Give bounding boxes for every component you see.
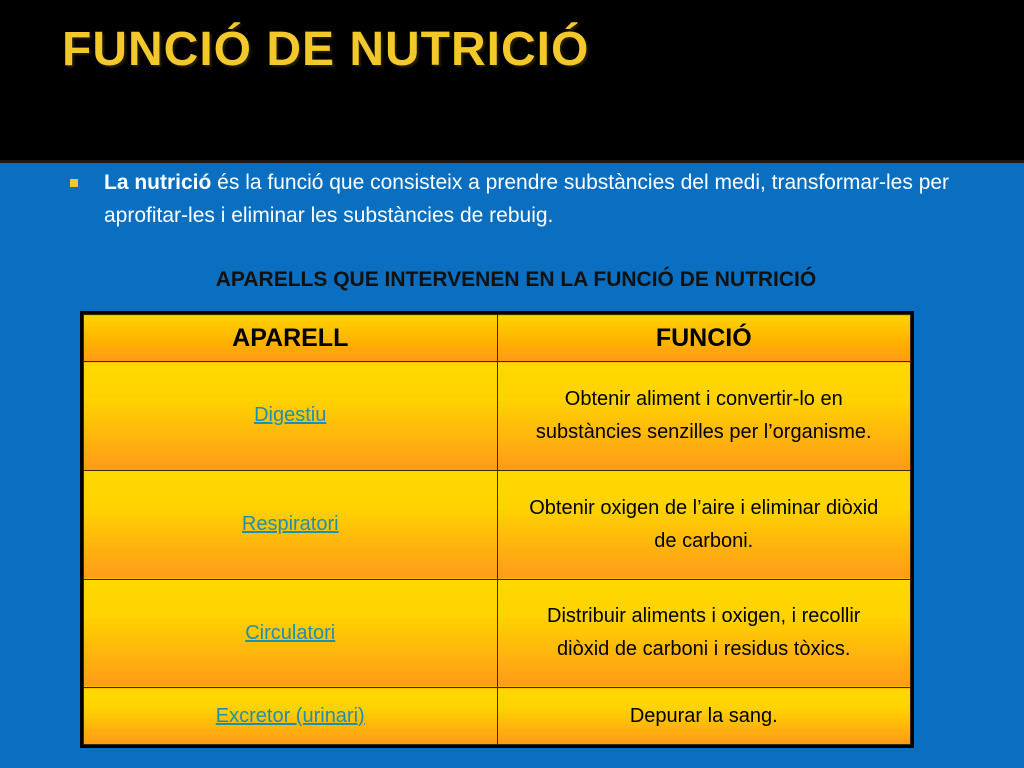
table-row — [84, 579, 911, 688]
organ-link-excretor[interactable]: Excretor (urinari) — [215, 704, 365, 727]
bullet-body: és la funció que consisteix a prendre substàncies del medi, transformar-les per aprofitar-les i eliminar les substàncies de rebuig. — [104, 171, 950, 227]
function-text: Depurar la sang. — [629, 704, 778, 727]
organ-cell — [84, 688, 498, 745]
organ-link-circulatori[interactable]: Circulatori — [245, 621, 336, 644]
function-text: Distribuir aliments i oxigen, i recollir diòxid de carboni i residus tòxics. — [547, 605, 861, 661]
slide-title: FUNCIÓ DE NUTRICIÓ — [62, 23, 590, 76]
organ-function-table — [83, 314, 911, 745]
header-funcio: FUNCIÓ — [497, 315, 911, 362]
function-text: Obtenir oxigen de l’aire i eliminar diòxid de carboni. — [529, 496, 879, 552]
function-cell — [497, 362, 911, 471]
function-cell — [497, 470, 911, 579]
table-header-row — [84, 315, 911, 362]
organ-cell — [84, 579, 498, 688]
organ-cell — [84, 362, 498, 471]
header-aparell: APARELL — [84, 315, 498, 362]
organ-table-frame — [80, 311, 914, 748]
bullet-paragraph — [70, 166, 950, 232]
table-row — [84, 688, 911, 745]
organ-cell — [84, 470, 498, 579]
table-row — [84, 362, 911, 471]
title-bar — [0, 0, 1024, 160]
organ-link-respiratori[interactable]: Respiratori — [241, 513, 339, 536]
bullet-text — [104, 166, 950, 232]
bullet-bold-lead: La nutrició — [104, 171, 212, 194]
function-text: Obtenir aliment i convertir-lo en substàncies senzilles per l’organisme. — [535, 387, 872, 443]
function-cell — [497, 579, 911, 688]
table-heading: APARELLS QUE INTERVENEN EN LA FUNCIÓ DE NUTRICIÓ — [215, 268, 817, 291]
organ-link-digestiu[interactable]: Digestiu — [254, 404, 327, 427]
function-cell — [497, 688, 911, 745]
table-row — [84, 470, 911, 579]
bullet-square-icon — [70, 179, 78, 187]
